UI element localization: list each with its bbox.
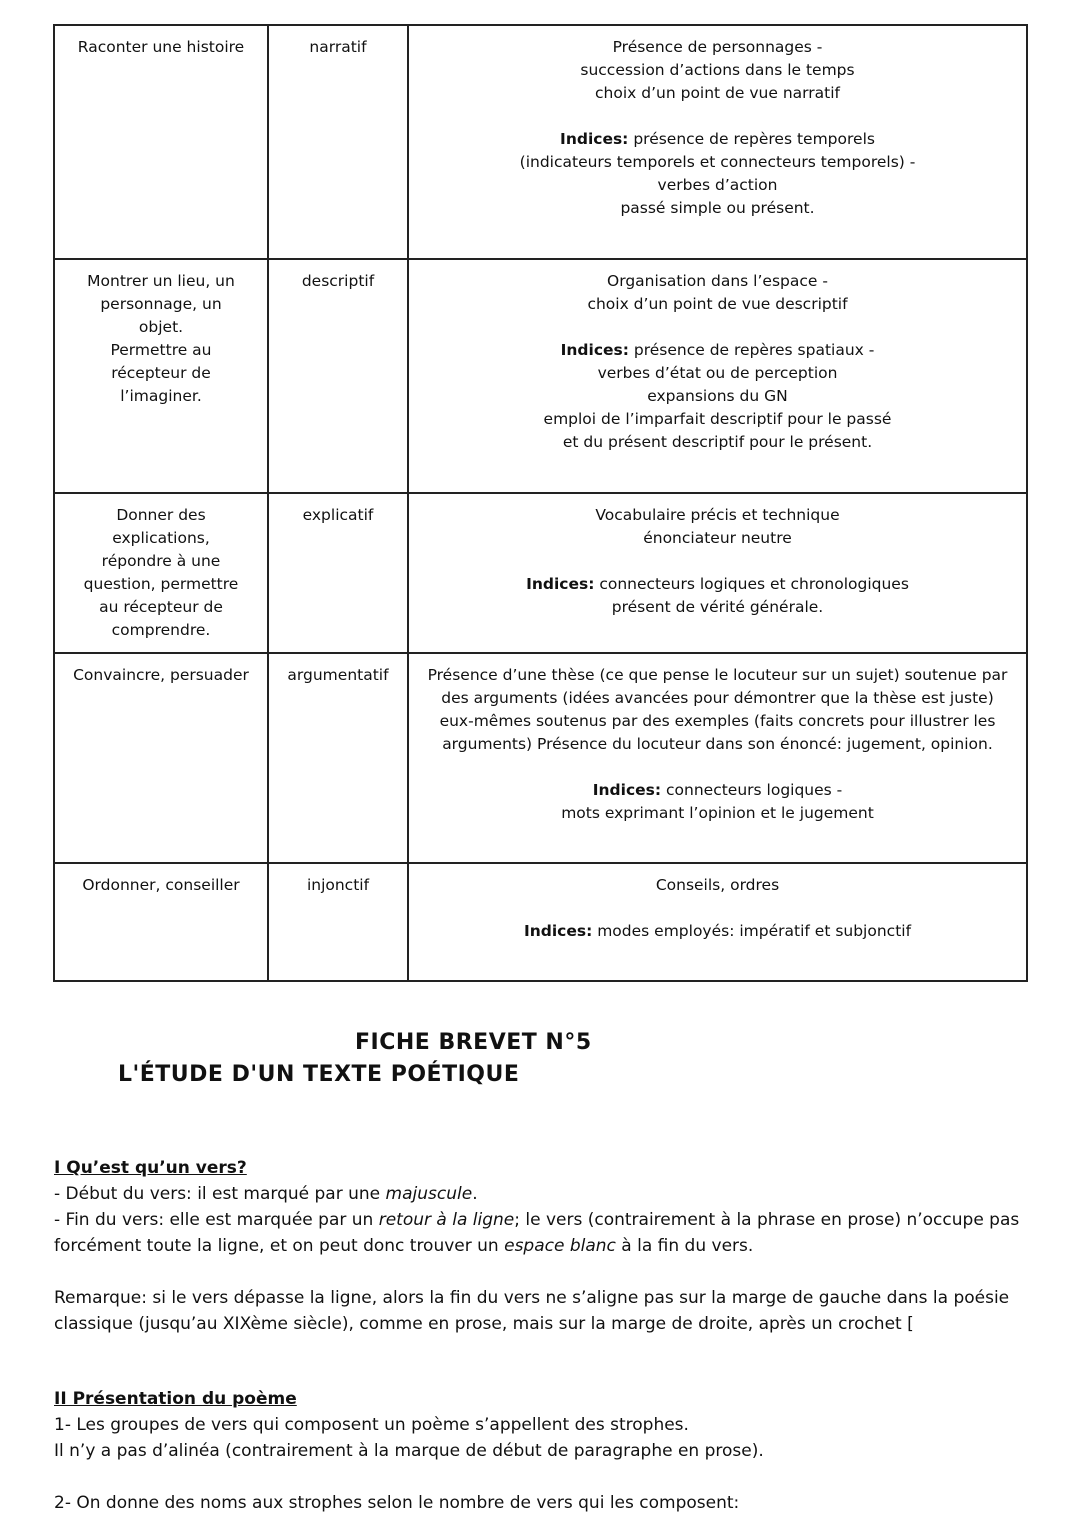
objectif-cell [54, 259, 268, 493]
indice-line: présence de repères spatiaux - [628, 341, 875, 359]
caracteristiques-cell [408, 493, 1027, 653]
objectif-cell [54, 493, 268, 653]
caracteristiques-cell [408, 863, 1027, 981]
caracteristique-line: des arguments (idées avancées pour démontrer que la thèse est juste) [441, 689, 994, 707]
section-heading: II Présentation du poème [54, 1389, 297, 1409]
indice-line: passé simple ou présent. [620, 199, 815, 217]
text-run: forcément toute la ligne, et on peut donc trouver un [54, 1236, 505, 1256]
indices-label: Indices: [526, 575, 595, 593]
caracteristiques-cell [408, 259, 1027, 493]
table-row-narratif [54, 25, 1027, 259]
caracteristique-line: eux-mêmes soutenus par des exemples (faits concrets pour illustrer les [439, 712, 996, 730]
table-row-explicatif [54, 493, 1027, 653]
caracteristique-line: Conseils, ordres [655, 876, 780, 894]
indices-label: Indices: [592, 781, 662, 799]
table-row-argumentatif [54, 653, 1027, 863]
objectif-line: Montrer un lieu, un [87, 272, 235, 290]
caracteristique-line: Organisation dans l’espace - [607, 272, 828, 290]
indices-label: Indices: [560, 130, 629, 148]
objectif-cell [54, 863, 268, 981]
text-run: à la fin du vers. [615, 1236, 754, 1256]
indice-line: présence de repères temporels [628, 130, 875, 148]
type-cell [268, 25, 408, 259]
caracteristique-line: choix d’un point de vue descriptif [587, 295, 848, 313]
text-run: - Fin du vers: elle est marquée par un [54, 1210, 379, 1230]
section-vers [54, 1155, 1034, 1337]
type-cell [268, 259, 408, 493]
table-row-injonctif [54, 863, 1027, 981]
objectif-line: personnage, un objet. [100, 295, 222, 336]
indice-line: modes employés: impératif et subjonctif [592, 922, 912, 940]
type-text: argumentatif [287, 666, 389, 684]
indice-line: mots exprimant l’opinion et le jugement [561, 804, 874, 822]
caracteristique-line: Vocabulaire précis et technique [595, 506, 840, 524]
fiche-subtitle: L'ÉTUDE D'UN TEXTE POÉTIQUE [118, 1062, 520, 1087]
indices-label: Indices: [523, 922, 593, 940]
objectif-line: question, permettre [83, 575, 239, 593]
paragraph-line: 2- On donne des noms aux strophes selon le nombre de vers qui les composent: [54, 1493, 740, 1513]
emphasis-text: majuscule [385, 1184, 473, 1204]
text-run: . [472, 1184, 478, 1204]
objectif-text: Ordonner, conseiller [82, 876, 240, 894]
caracteristique-line: choix d’un point de vue narratif [595, 84, 840, 102]
text-run: - Début du vers: il est marqué par une [54, 1184, 386, 1204]
caracteristique-line: succession d’actions dans le temps [580, 61, 855, 79]
objectif-line: Donner des [116, 506, 206, 524]
paragraph-line [54, 1181, 1034, 1207]
type-text: narratif [309, 38, 367, 56]
emphasis-text: retour à la ligne [378, 1210, 515, 1230]
type-cell [268, 653, 408, 863]
indice-line: présent de vérité générale. [611, 598, 824, 616]
indices-label: Indices: [560, 341, 629, 359]
paragraph-line: Il n’y a pas d’alinéa (contrairement à la marque de début de paragraphe en prose). [54, 1441, 764, 1461]
objectif-line: comprendre. [111, 621, 211, 639]
caracteristique-line: énonciateur neutre [643, 529, 792, 547]
caracteristiques-cell [408, 653, 1027, 863]
objectif-cell [54, 653, 268, 863]
paragraph-line: 1- Les groupes de vers qui composent un poème s’appellent des strophes. [54, 1415, 689, 1435]
type-cell [268, 493, 408, 653]
fiche-title: FICHE BREVET N°5 [355, 1030, 592, 1055]
objectif-line: récepteur de [111, 364, 211, 382]
indice-line: connecteurs logiques - [661, 781, 843, 799]
indice-line: connecteurs logiques et chronologiques [594, 575, 909, 593]
indice-line: verbes d’action [657, 176, 778, 194]
caracteristique-line: Présence de personnages - [612, 38, 823, 56]
paragraph-line [54, 1207, 1034, 1233]
objectif-line: l’imaginer. [120, 387, 202, 405]
remark-line: classique (jusqu’au XIXème siècle), comme en prose, mais sur la marge de droite, après un crochet [ [54, 1314, 914, 1334]
caracteristiques-cell [408, 25, 1027, 259]
indice-line: verbes d’état ou de perception [597, 364, 838, 382]
remark-line: Remarque: si le vers dépasse la ligne, alors la fin du vers ne s’aligne pas sur la marge de gauche dans la poésie [54, 1288, 1010, 1308]
type-text: injonctif [306, 876, 370, 894]
text-types-table [53, 24, 1028, 982]
type-cell [268, 863, 408, 981]
section-presentation [54, 1386, 1034, 1516]
indice-line: expansions du GN [647, 387, 788, 405]
indice-line: (indicateurs temporels et connecteurs temporels) - [519, 153, 916, 171]
objectif-cell [54, 25, 268, 259]
text-run: ; le vers (contrairement à la phrase en prose) n’occupe pas [514, 1210, 1020, 1230]
type-text: descriptif [301, 272, 375, 290]
emphasis-text: espace blanc [504, 1236, 616, 1256]
objectif-line: Permettre au [110, 341, 212, 359]
table-row-descriptif [54, 259, 1027, 493]
caracteristique-line: Présence d’une thèse (ce que pense le locuteur sur un sujet) soutenue par [427, 666, 1008, 684]
indice-line: emploi de l’imparfait descriptif pour le passé [543, 410, 892, 428]
caracteristique-line: arguments) Présence du locuteur dans son énoncé: jugement, opinion. [442, 735, 993, 753]
paragraph-line [54, 1233, 1034, 1259]
section-heading: I Qu’est qu’un vers? [54, 1158, 247, 1178]
objectif-text: Convaincre, persuader [73, 666, 249, 684]
objectif-line: répondre à une [101, 552, 221, 570]
indice-line: et du présent descriptif pour le présent. [562, 433, 873, 451]
objectif-line: au récepteur de [99, 598, 223, 616]
type-text: explicatif [302, 506, 374, 524]
objectif-text: Raconter une histoire [77, 38, 245, 56]
objectif-line: explications, [112, 529, 210, 547]
